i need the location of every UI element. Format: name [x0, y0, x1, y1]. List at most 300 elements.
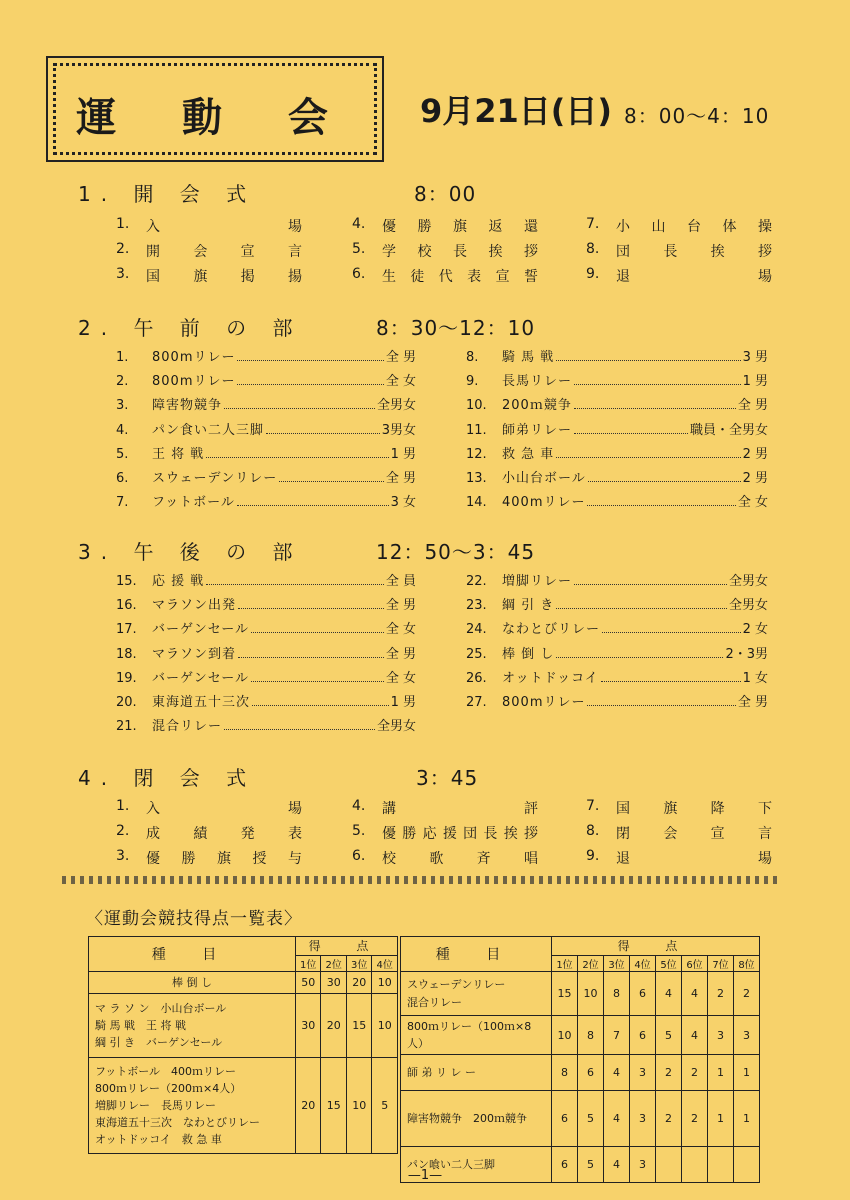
- afternoon-item-participants: 全男女: [376, 719, 416, 735]
- opening-item-char: 返: [488, 219, 503, 235]
- opening-item-char: 長: [663, 244, 678, 260]
- opening-item-char: 拶: [524, 244, 538, 260]
- morning-item-leader: [588, 481, 741, 482]
- afternoon-item: [466, 643, 768, 662]
- morning-item-name: フットボール: [152, 495, 235, 511]
- morning-item-name: パン食い二人三脚: [152, 422, 265, 438]
- left-event-cell: [89, 1058, 296, 1154]
- right-row: [401, 972, 760, 1016]
- closing-item-char: 団: [463, 826, 478, 842]
- opening-item-char: 会: [193, 244, 208, 260]
- closing-item: [586, 798, 776, 818]
- opening-item-char: 小: [616, 219, 630, 235]
- opening-item-char: 優: [382, 219, 396, 235]
- opening-item-char: 入: [146, 219, 160, 235]
- morning-item: [466, 443, 768, 462]
- opening-item-number: 6.: [352, 266, 366, 282]
- morning-item-name: 小山台ボール: [502, 471, 586, 486]
- closing-item-char: 評: [524, 801, 538, 817]
- opening-item-char: 台: [687, 219, 701, 235]
- afternoon-item: [466, 570, 768, 589]
- morning-item-name: 騎 馬 戦: [502, 350, 555, 365]
- morning-item-leader: [237, 384, 383, 385]
- left-event-name: 綱 引 き バーゲンセール: [95, 1036, 223, 1050]
- closing-item: [586, 848, 776, 868]
- right-points-cell: 4: [682, 1016, 708, 1055]
- left-event-header: 種 目: [89, 937, 296, 972]
- morning-item: [466, 419, 768, 438]
- closing-item-char: 宣: [710, 826, 725, 842]
- opening-item: [352, 266, 542, 286]
- morning-item-leader: [237, 360, 383, 361]
- opening-item-char: 生: [382, 269, 396, 285]
- opening-item-char: 退: [616, 269, 630, 285]
- right-points-cell: 15: [552, 972, 578, 1016]
- morning-item-number: 6.: [116, 471, 129, 486]
- left-event-name: 東海道五十三次 なわとびリレー: [95, 1116, 260, 1130]
- closing-item-label: [382, 848, 542, 868]
- opening-item: [586, 216, 776, 236]
- right-points-cell: 2: [682, 1055, 708, 1091]
- morning-item-leader: [556, 360, 740, 361]
- opening-row: [116, 241, 776, 266]
- afternoon-item-leader: [251, 632, 384, 633]
- morning-item-participants: 全 男: [737, 398, 768, 414]
- morning-item-leader: [206, 457, 388, 458]
- right-event-name: パン喰い二人三脚: [407, 1158, 495, 1172]
- left-event-name: 800ｍリレー（200ｍ×4人）: [95, 1081, 242, 1095]
- closing-item-char: 講: [382, 801, 396, 817]
- right-place-header: 2位: [578, 955, 604, 971]
- afternoon-item-participants: 全 男: [737, 695, 768, 710]
- right-points-cell: 2: [682, 1091, 708, 1147]
- opening-item-char: 表: [467, 269, 482, 285]
- right-points-cell: 2: [656, 1055, 682, 1091]
- closing-item-char: 勝: [181, 851, 196, 867]
- opening-item-number: 9.: [586, 266, 600, 282]
- left-place-header: 3位: [346, 955, 371, 971]
- left-points-cell: 20: [321, 994, 346, 1058]
- afternoon-item: [466, 594, 768, 613]
- opening-item-char: 挨: [488, 244, 503, 260]
- right-points-cell: 4: [604, 1055, 630, 1091]
- closing-item-char: 校: [382, 851, 396, 867]
- right-points-cell: 6: [630, 972, 656, 1016]
- morning-item: [116, 467, 416, 486]
- right-place-header: 3位: [604, 955, 630, 971]
- opening-item-label: [382, 266, 542, 286]
- closing-item-char: 旗: [663, 801, 678, 817]
- left-event-name: オットドッコイ 救 急 車: [95, 1133, 222, 1147]
- morning-item-number: 13.: [466, 471, 487, 486]
- morning-item-number: 3.: [116, 398, 129, 414]
- afternoon-item-participants: 全 男: [385, 646, 416, 662]
- left-points-cell: 15: [321, 1058, 346, 1154]
- opening-item-number: 1.: [116, 216, 130, 232]
- afternoon-item-participants: 2 女: [742, 622, 768, 638]
- opening-item-label: [382, 216, 542, 236]
- morning-item: [466, 346, 768, 365]
- afternoon-item-leader: [587, 705, 735, 706]
- left-points-cell: 5: [372, 1058, 398, 1154]
- closing-item-char: 退: [616, 851, 630, 867]
- afternoon-item-participants: 全男女: [728, 598, 768, 614]
- right-event-header: 種 目: [401, 937, 552, 972]
- closing-item-label: [616, 823, 776, 843]
- left-points-cell: 50: [296, 972, 321, 994]
- right-place-header: 5位: [656, 955, 682, 971]
- morning-item: [116, 419, 416, 438]
- closing-item-char: 発: [240, 826, 255, 842]
- opening-item-number: 5.: [352, 241, 366, 257]
- afternoon-item-number: 19.: [116, 670, 137, 686]
- closing-item-char: 入: [146, 801, 160, 817]
- right-points-cell: 10: [552, 1016, 578, 1055]
- morning-item-number: 4.: [116, 422, 129, 438]
- section-morning-title: 2. 午 前 の 部: [78, 316, 303, 340]
- right-points-cell: 10: [578, 972, 604, 1016]
- opening-item-char: 校: [417, 244, 432, 260]
- closing-item-number: 8.: [586, 823, 600, 839]
- afternoon-item-number: 16.: [116, 598, 137, 614]
- afternoon-item-name: バーゲンセール: [152, 622, 249, 638]
- closing-item-number: 5.: [352, 823, 366, 839]
- closing-item-char: 場: [758, 851, 772, 867]
- right-points-cell: 3: [734, 1016, 760, 1055]
- right-points-cell: 1: [708, 1091, 734, 1147]
- morning-item: [116, 394, 416, 413]
- afternoon-item-name: バーゲンセール: [152, 670, 249, 686]
- event-date: 9月21日(日): [420, 92, 613, 130]
- closing-item-char: 成: [146, 826, 160, 842]
- right-points-header: 得 点: [552, 937, 760, 956]
- closing-item-char: 国: [616, 801, 630, 817]
- left-row: [89, 994, 398, 1058]
- afternoon-item-leader: [224, 729, 375, 730]
- afternoon-item-leader: [238, 608, 384, 609]
- closing-item-label: [146, 823, 306, 843]
- afternoon-item: [116, 667, 416, 686]
- closing-item-number: 7.: [586, 798, 600, 814]
- closing-item-char: 応: [422, 826, 437, 842]
- afternoon-item-number: 18.: [116, 646, 137, 662]
- page-title: 運 動 会: [76, 94, 354, 141]
- opening-item-char: 場: [758, 269, 772, 285]
- closing-item-char: 優: [382, 826, 396, 842]
- opening-item-char: 山: [651, 219, 666, 235]
- opening-item: [352, 216, 542, 236]
- opening-item-number: 2.: [116, 241, 130, 257]
- morning-item-participants: 全 男: [385, 350, 416, 365]
- opening-item-char: 学: [382, 244, 396, 260]
- closing-item-number: 2.: [116, 823, 130, 839]
- left-points-cell: 30: [321, 972, 346, 994]
- section-closing-title: 4. 閉 会 式: [78, 766, 257, 790]
- afternoon-item: [116, 715, 416, 734]
- morning-item-leader: [587, 505, 735, 506]
- closing-item-char: 拶: [523, 826, 538, 842]
- morning-item-leader: [574, 433, 688, 434]
- closing-item-char: 下: [757, 801, 772, 817]
- afternoon-item-number: 24.: [466, 622, 487, 638]
- closing-item-char: 場: [288, 801, 302, 817]
- closing-item-char: 挨: [503, 826, 518, 842]
- page-number: —1—: [407, 1168, 443, 1183]
- right-points-cell: 1: [734, 1055, 760, 1091]
- section-opening-time: 8：00: [414, 182, 477, 206]
- afternoon-item-number: 26.: [466, 670, 487, 686]
- closing-item-char: 績: [193, 826, 208, 842]
- right-place-header: 1位: [552, 955, 578, 971]
- afternoon-item-leader: [556, 608, 727, 609]
- right-event-cell: [401, 1016, 552, 1055]
- opening-item-char: 旗: [453, 219, 467, 235]
- opening-item-char: 揚: [287, 269, 302, 285]
- afternoon-item-name: 綱 引 き: [502, 598, 555, 614]
- opening-item-char: 長: [453, 244, 467, 260]
- opening-item-char: 宣: [240, 244, 255, 260]
- left-points-cell: 20: [346, 972, 371, 994]
- morning-item-leader: [279, 481, 384, 482]
- afternoon-item-number: 20.: [116, 695, 137, 710]
- right-points-cell: 4: [604, 1147, 630, 1183]
- morning-item-name: 王 将 戦: [152, 446, 205, 462]
- afternoon-item-participants: 全 員: [385, 574, 416, 589]
- opening-item-char: 誓: [523, 269, 538, 285]
- left-event-name: 棒 倒 し: [172, 976, 212, 989]
- morning-item-name: 800mリレー: [152, 350, 236, 365]
- right-points-cell: 4: [682, 972, 708, 1016]
- opening-item-number: 8.: [586, 241, 600, 257]
- score-table-left: [88, 936, 398, 1154]
- afternoon-item: [116, 618, 416, 637]
- closing-item-label: [382, 823, 542, 843]
- afternoon-item-name: 東海道五十三次: [152, 695, 251, 710]
- morning-item: [466, 394, 768, 413]
- afternoon-item-number: 27.: [466, 695, 487, 710]
- right-points-cell: 5: [578, 1091, 604, 1147]
- opening-item-number: 3.: [116, 266, 130, 282]
- morning-item-name: 200ｍ競争: [502, 398, 572, 414]
- opening-item-char: 掲: [240, 269, 255, 285]
- opening-item-number: 4.: [352, 216, 366, 232]
- opening-row: [116, 266, 776, 291]
- afternoon-item-participants: 全 女: [385, 622, 416, 638]
- morning-item-number: 11.: [466, 422, 487, 438]
- afternoon-item-name: 応 援 戦: [152, 574, 205, 589]
- opening-item-char: 言: [287, 244, 302, 260]
- morning-item-number: 12.: [466, 446, 487, 462]
- afternoon-item-leader: [252, 705, 389, 706]
- afternoon-item-participants: 1 女: [742, 670, 768, 686]
- closing-item-label: [382, 798, 542, 818]
- opening-item-label: [382, 241, 542, 261]
- right-points-cell: 1: [708, 1055, 734, 1091]
- closing-row: [116, 798, 776, 823]
- afternoon-item-leader: [602, 632, 741, 633]
- right-points-cell: 3: [708, 1016, 734, 1055]
- closing-item-number: 6.: [352, 848, 366, 864]
- right-points-cell: 2: [708, 972, 734, 1016]
- left-event-cell: [89, 994, 296, 1058]
- right-points-cell: 3: [630, 1147, 656, 1183]
- closing-item-label: [616, 848, 776, 868]
- afternoon-item-number: 22.: [466, 574, 487, 589]
- opening-item-char: 開: [146, 244, 160, 260]
- closing-item: [116, 798, 306, 818]
- left-event-name: マ ラ ソ ン 小山台ボール: [95, 1001, 227, 1015]
- title-frame: [46, 56, 384, 162]
- closing-row: [116, 823, 776, 848]
- right-points-cell: 4: [604, 1091, 630, 1147]
- opening-item: [116, 216, 306, 236]
- afternoon-item-leader: [556, 657, 723, 658]
- right-points-cell: 8: [578, 1016, 604, 1055]
- afternoon-item-name: マラソン到着: [152, 646, 237, 662]
- opening-item: [586, 241, 776, 261]
- opening-item-char: 国: [146, 269, 160, 285]
- morning-item-participants: 3 女: [390, 495, 416, 511]
- afternoon-item: [466, 667, 768, 686]
- morning-item-name: 障害物競争: [152, 398, 223, 414]
- right-event-name: 混合リレー: [407, 995, 462, 1009]
- right-points-cell: 2: [734, 972, 760, 1016]
- opening-item-label: [616, 241, 776, 261]
- right-place-header: 8位: [734, 955, 760, 971]
- closing-item-label: [616, 798, 776, 818]
- morning-item-participants: 全男女: [376, 398, 416, 414]
- right-points-cell: 8: [604, 972, 630, 1016]
- closing-item-label: [146, 798, 306, 818]
- morning-item-number: 9.: [466, 374, 479, 390]
- left-points-header: 得 点: [296, 937, 398, 956]
- afternoon-item-name: 混合リレー: [152, 719, 223, 735]
- morning-item-name: 長馬リレー: [502, 374, 573, 390]
- right-row: [401, 1016, 760, 1055]
- right-event-cell: [401, 972, 552, 1016]
- right-place-header: 7位: [708, 955, 734, 971]
- afternoon-item-participants: 全男女: [728, 574, 768, 589]
- opening-item-char: 還: [524, 219, 538, 235]
- closing-item-number: 4.: [352, 798, 366, 814]
- morning-item-name: 400mリレー: [502, 495, 586, 511]
- afternoon-item-name: 棒 倒 し: [502, 646, 555, 662]
- closing-item-char: 援: [442, 826, 457, 842]
- morning-item-leader: [224, 408, 375, 409]
- opening-item-char: 徒: [410, 269, 425, 285]
- left-place-header: 1位: [296, 955, 321, 971]
- opening-item-char: 宣: [495, 269, 510, 285]
- opening-item-char: 団: [616, 244, 630, 260]
- morning-item-participants: 2 男: [742, 471, 768, 486]
- right-points-cell: 5: [578, 1147, 604, 1183]
- right-place-header: 6位: [682, 955, 708, 971]
- closing-item-char: 会: [663, 826, 678, 842]
- afternoon-item-number: 17.: [116, 622, 137, 638]
- morning-item-participants: 3 男: [742, 350, 768, 365]
- morning-item-number: 2.: [116, 374, 129, 390]
- opening-item: [352, 241, 542, 261]
- left-event-name: 増脚リレー 長馬リレー: [95, 1099, 216, 1113]
- morning-item-leader: [556, 457, 740, 458]
- afternoon-item: [466, 691, 768, 710]
- morning-item-participants: 2 男: [742, 446, 768, 462]
- afternoon-item: [116, 594, 416, 613]
- opening-item-char: 操: [758, 219, 772, 235]
- closing-item: [352, 823, 542, 843]
- closing-item-char: 優: [146, 851, 160, 867]
- right-event-name: 障害物競争 200ｍ競争: [407, 1112, 527, 1126]
- closing-item-char: 言: [757, 826, 772, 842]
- closing-item: [352, 848, 542, 868]
- divider-line: [62, 876, 782, 884]
- morning-item-number: 10.: [466, 398, 487, 414]
- morning-item: [116, 491, 416, 510]
- score-table-title: 〈運動会競技得点一覧表〉: [86, 909, 302, 929]
- opening-item: [116, 266, 306, 286]
- right-event-cell: [401, 1055, 552, 1091]
- morning-item: [116, 370, 416, 389]
- opening-item-label: [146, 241, 306, 261]
- morning-item-participants: 3男女: [381, 422, 416, 438]
- right-event-name: 800ｍリレー（100ｍ×8人）: [407, 1020, 532, 1051]
- closing-item-char: 唱: [523, 851, 538, 867]
- closing-item-number: 9.: [586, 848, 600, 864]
- morning-item: [116, 443, 416, 462]
- morning-item-participants: 全 女: [385, 374, 416, 390]
- morning-item-name: 救 急 車: [502, 446, 555, 462]
- morning-item-leader: [574, 408, 736, 409]
- opening-item-label: [146, 216, 306, 236]
- right-points-cell: 1: [734, 1091, 760, 1147]
- score-table-right: [400, 936, 760, 1183]
- left-event-cell: [89, 972, 296, 994]
- opening-item-char: 体: [722, 219, 737, 235]
- right-points-cell: 6: [630, 1016, 656, 1055]
- left-place-header: 4位: [372, 955, 398, 971]
- closing-item-number: 3.: [116, 848, 130, 864]
- afternoon-item-leader: [574, 584, 727, 585]
- afternoon-item-leader: [206, 584, 384, 585]
- closing-item: [116, 848, 306, 868]
- closing-list: [116, 798, 776, 873]
- morning-item-number: 14.: [466, 495, 487, 511]
- opening-item-label: [146, 266, 306, 286]
- afternoon-item-participants: 1 男: [390, 695, 416, 710]
- opening-item-label: [616, 216, 776, 236]
- closing-item: [586, 823, 776, 843]
- afternoon-item-leader: [238, 657, 384, 658]
- afternoon-item-participants: 全 女: [385, 670, 416, 686]
- left-points-cell: 15: [346, 994, 371, 1058]
- afternoon-item-name: オットドッコイ: [502, 670, 599, 686]
- opening-item: [116, 241, 306, 261]
- opening-item-label: [616, 266, 776, 286]
- section-afternoon-title: 3. 午 後 の 部: [78, 540, 303, 564]
- afternoon-item-name: なわとびリレー: [502, 622, 601, 638]
- left-points-cell: 10: [372, 994, 398, 1058]
- left-row: [89, 1058, 398, 1154]
- afternoon-item-number: 21.: [116, 719, 137, 735]
- morning-item-leader: [237, 505, 389, 506]
- morning-item-name: スウェーデンリレー: [152, 471, 278, 486]
- morning-item-name: 師弟リレー: [502, 422, 573, 438]
- right-place-header: 4位: [630, 955, 656, 971]
- right-points-cell: 3: [630, 1055, 656, 1091]
- opening-item: [586, 266, 776, 286]
- morning-item: [466, 370, 768, 389]
- closing-item-char: 与: [288, 851, 302, 867]
